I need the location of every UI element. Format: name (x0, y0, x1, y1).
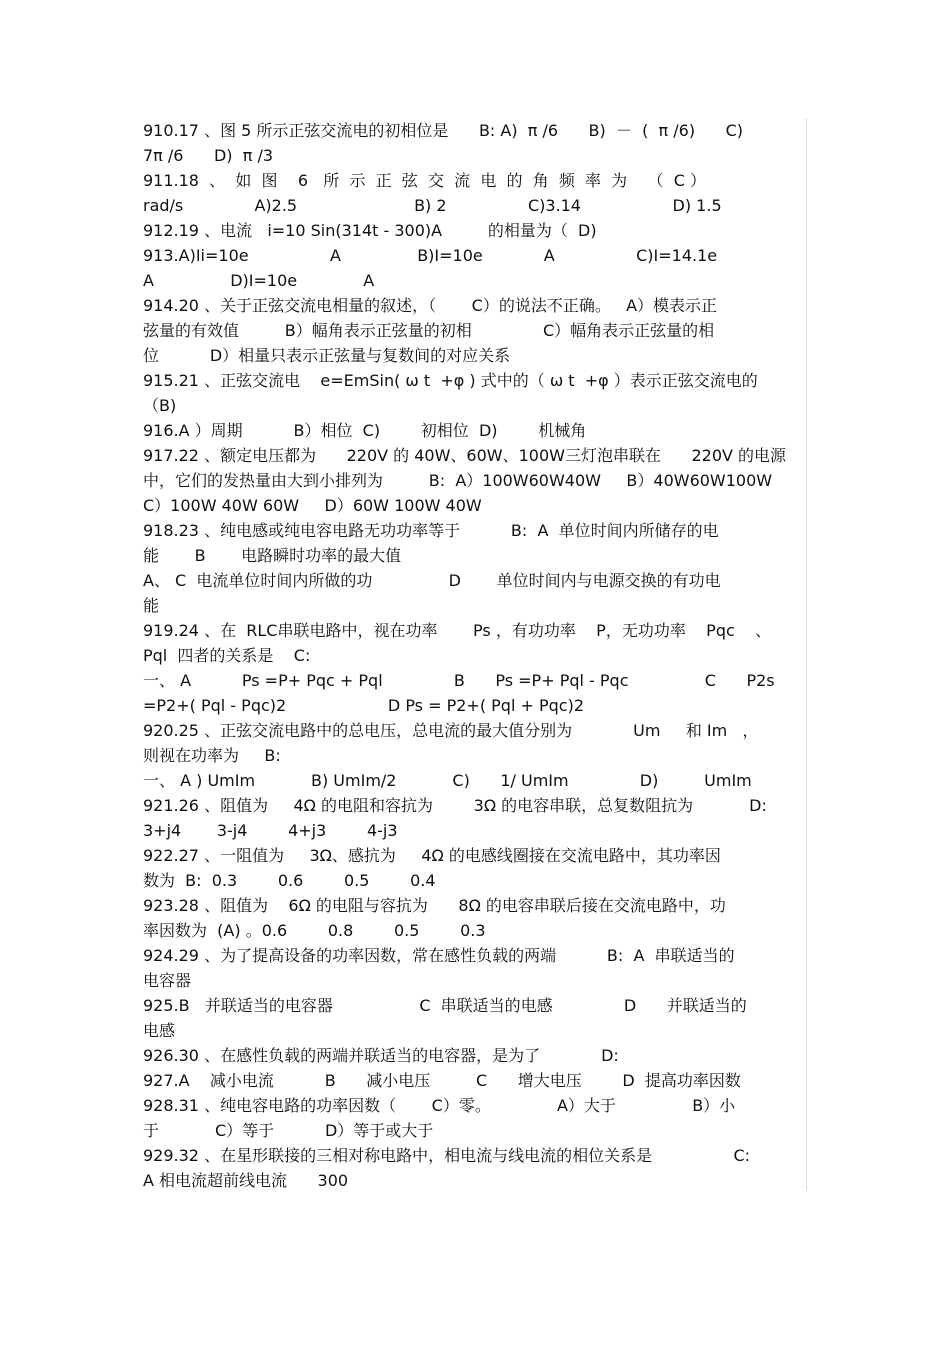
text-line: rad/s A)2.5 B) 2 C)3.14 D) 1.5 (143, 196, 722, 215)
text-line: 914.20 、关于正弦交流电相量的叙述，（ C）的说法不正确。 A）模表示正 (143, 296, 718, 315)
text-line: 率因数为 (A) 。0.6 0.8 0.5 0.3 (143, 921, 486, 940)
text-line: 917.22 、额定电压都为 220V 的 40W、60W、100W三灯泡串联在 220V 的电源 (143, 446, 787, 465)
text-line: =P2+( Pql - Pqc)2 D Ps = P2+( Pql + Pqc)2 (143, 696, 585, 715)
text-line: 916.A ）周期 B）相位 C) 初相位 D) 机械角 (143, 421, 587, 440)
text-line: C）100W 40W 60W D）60W 100W 40W (143, 496, 482, 515)
text-line: 921.26 、阻值为 4Ω 的电阻和容抗为 3Ω 的电容串联，总复数阻抗为 D: (143, 796, 767, 815)
text-line: 3+j4 3-j4 4+j3 4-j3 (143, 821, 398, 840)
text-line: 一、 A Ps =P+ Pqc + Pql B Ps =P+ Pql - Pqc C P2s (143, 671, 775, 690)
text-line: 929.32 、在星形联接的三相对称电路中，相电流与线电流的相位关系是 C: (143, 1146, 751, 1165)
text-line: 919.24 、在 RLC串联电路中，视在功率 Ps ，有功功率 P，无功功率 Pqc 、 (143, 621, 772, 640)
text-line: 7π /6 D) π /3 (143, 146, 274, 165)
text-line: 弦量的有效值 B）幅角表示正弦量的初相 C）幅角表示正弦量的相 (143, 321, 715, 340)
text-line: 于 C）等于 D）等于或大于 (143, 1121, 434, 1140)
text-line: A、 C 电流单位时间内所做的功 D 单位时间内与电源交换的有功电 (143, 571, 721, 590)
text-line: 924.29 、为了提高设备的功率因数，常在感性负载的两端 B: A 串联适当的 (143, 946, 735, 965)
text-line: A 相电流超前线电流 300 (143, 1171, 349, 1190)
text-line: 913.A)Ii=10e A B)I=10e A C)I=14.1e (143, 246, 718, 265)
document-text (143, 118, 813, 1193)
text-line: 918.23 、纯电感或纯电容电路无功功率等于 B: A 单位时间内所储存的电 (143, 521, 719, 540)
text-line: Pql 四者的关系是 C: (143, 646, 311, 665)
text-line: 915.21 、正弦交流电 e=EmSin( ω t +φ ) 式中的（ ω t +φ ）表示正弦交流电的 (143, 371, 758, 390)
text-line: 920.25 、正弦交流电路中的总电压，总电流的最大值分别为 Um 和 Im ， (143, 721, 759, 740)
text-line: （B) (143, 396, 177, 415)
text-line: A D)I=10e A (143, 271, 375, 290)
text-line: 能 B 电路瞬时功率的最大值 (143, 546, 402, 565)
text-line: 一、 A ) UmIm B) UmIm/2 C) 1/ UmIm D) UmIm (143, 771, 752, 790)
text-line: 则视在功率为 B: (143, 746, 281, 765)
text-line: 926.30 、在感性负载的两端并联适当的电容器，是为了 D: (143, 1046, 619, 1065)
text-line: 位 D）相量只表示正弦量与复数间的对应关系 (143, 346, 511, 365)
text-line: 922.27 、一阻值为 3Ω、感抗为 4Ω 的电感线圈接在交流电路中，其功率因 (143, 846, 721, 865)
text-line: 923.28 、阻值为 6Ω 的电阻与容抗为 8Ω 的电容串联后接在交流电路中，功 (143, 896, 726, 915)
text-line: 911.18 、 如 图 6 所 示 正 弦 交 流 电 的 角 频 率 为 （ C ） (143, 171, 706, 190)
text-line: 数为 B: 0.3 0.6 0.5 0.4 (143, 871, 436, 890)
text-line: 910.17 、图 5 所示正弦交流电的初相位是 B: A) π /6 B) － ( π /6) C) (143, 121, 743, 140)
text-line: 电容器 (143, 971, 192, 990)
text-line: 912.19 、电流 i=10 Sin(314t - 300)A 的相量为（ D) (143, 221, 597, 240)
text-line: 925.B 并联适当的电容器 C 串联适当的电感 D 并联适当的 (143, 996, 747, 1015)
text-line: 中，它们的发热量由大到小排列为 B: A）100W60W40W B）40W60W100W (143, 471, 773, 490)
text-line: 能 (143, 596, 160, 615)
text-line: 927.A 减小电流 B 减小电压 C 增大电压 D 提高功率因数 (143, 1071, 741, 1090)
text-line: 电感 (143, 1021, 176, 1040)
text-line: 928.31 、纯电容电路的功率因数（ C）零。 A）大于 B）小 (143, 1096, 736, 1115)
